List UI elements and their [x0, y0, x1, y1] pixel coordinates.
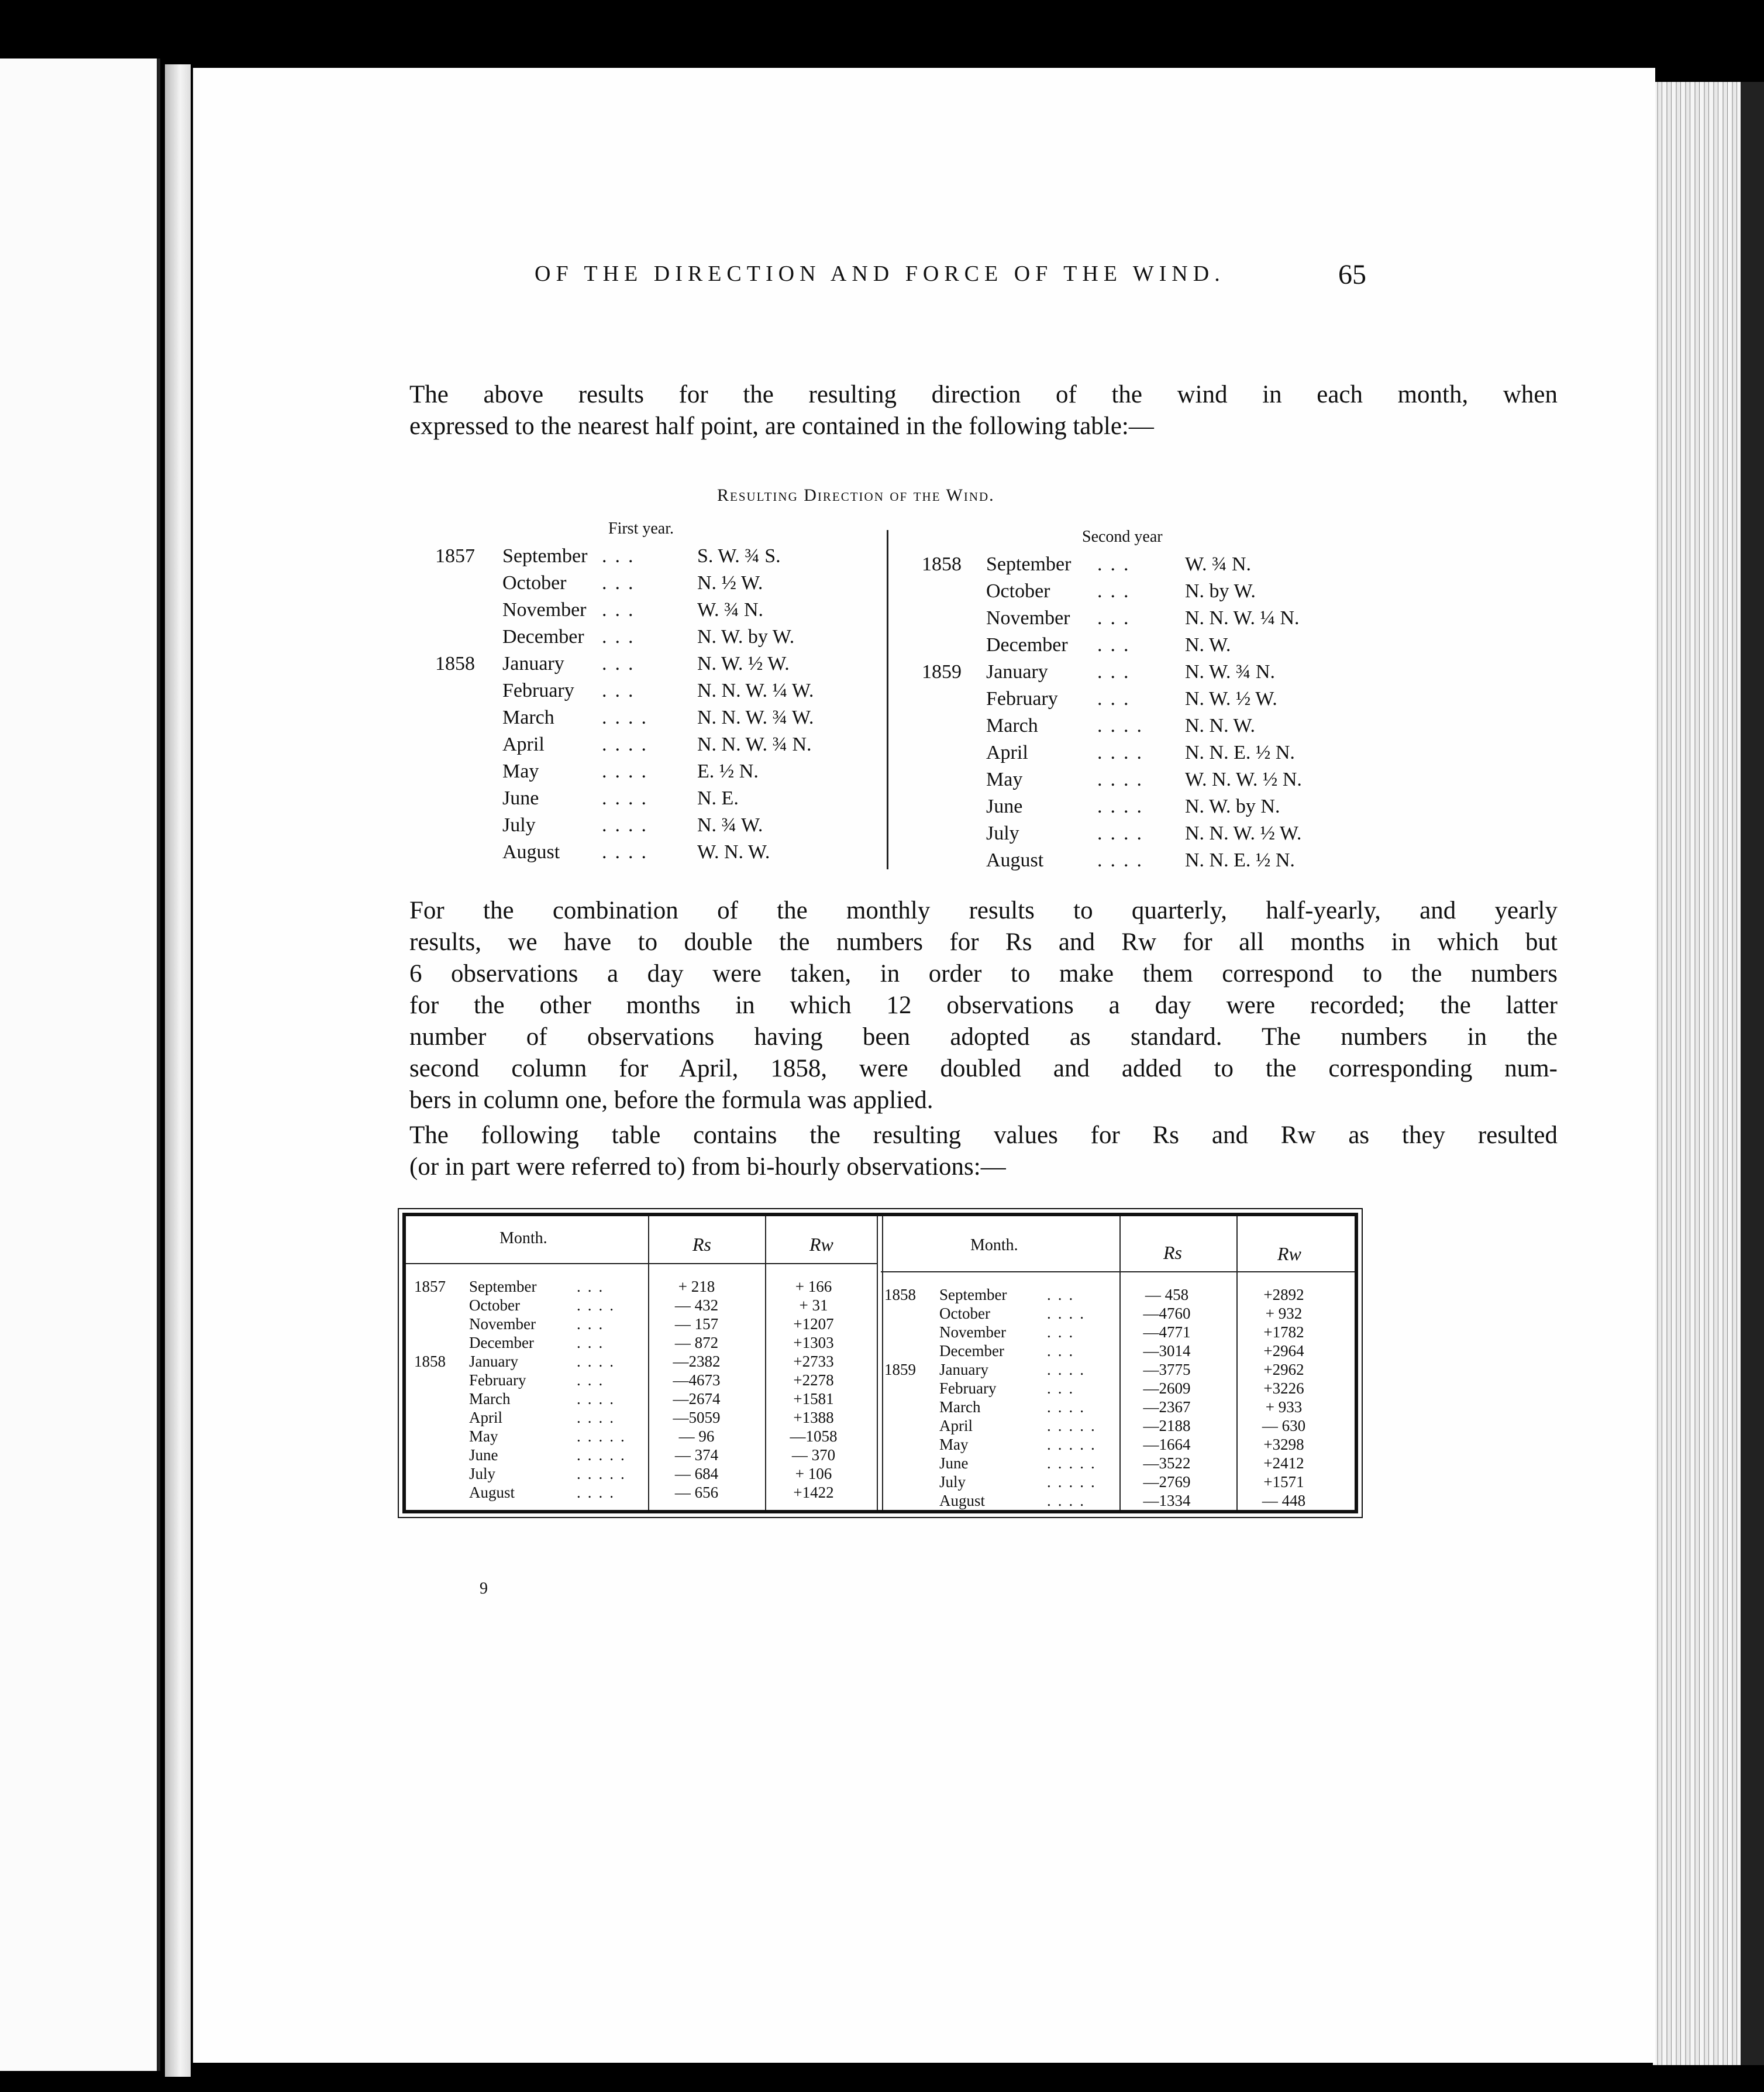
direction-row: [922, 823, 1366, 849]
month-cell: June: [469, 1446, 498, 1464]
month-cell: March: [986, 715, 1038, 737]
direction-row: [435, 680, 833, 707]
values-left-block: [414, 1277, 870, 1502]
month-cell: February: [502, 680, 574, 701]
paragraph-line: The following table contains the resulting values for Rs and Rw as they resulted: [409, 1121, 1558, 1149]
rw-value: + 932: [1265, 1305, 1303, 1322]
rw-value: +2892: [1263, 1286, 1304, 1303]
month-cell: December: [986, 634, 1068, 656]
first-year-directions: [435, 545, 833, 868]
direction-value: N. E.: [697, 787, 739, 809]
direction-row: [922, 769, 1366, 796]
leader-dots: .....: [1047, 1436, 1102, 1453]
paragraph-line: number of observations having been adopted as standard. The numbers in the: [409, 1023, 1558, 1051]
month-cell: February: [986, 688, 1058, 710]
direction-row: [435, 545, 833, 572]
direction-row: [922, 849, 1366, 876]
rs-header: Rs: [1163, 1242, 1182, 1263]
leader-dots: ...: [577, 1334, 610, 1351]
table-row: [884, 1416, 1352, 1435]
rw-value: +2964: [1263, 1342, 1304, 1360]
direction-row: [435, 626, 833, 653]
direction-value: N. ¾ W.: [697, 814, 763, 836]
leader-dots: ...: [1047, 1379, 1080, 1397]
paragraph-line: expressed to the nearest half point, are contained in the following table:—: [409, 412, 1154, 440]
leader-dots: ....: [1047, 1398, 1091, 1416]
month-cell: August: [939, 1492, 986, 1509]
paragraph-line: second column for April, 1858, were doubled and added to the corresponding num-: [409, 1055, 1558, 1082]
left-page-edge: [0, 59, 160, 2071]
rs-value: —4673: [673, 1371, 721, 1389]
leader-dots: ....: [1097, 796, 1150, 817]
rs-rw-values-table: [402, 1213, 1358, 1513]
rs-value: — 96: [678, 1427, 715, 1445]
signature-mark: 9: [480, 1580, 488, 1598]
leader-dots: .....: [1047, 1473, 1102, 1491]
direction-value: N. W. by W.: [697, 626, 795, 648]
direction-table-caption: Resulting Direction of the Wind.: [717, 486, 995, 505]
month-cell: September: [986, 553, 1072, 575]
table-row: [414, 1446, 870, 1464]
leader-dots: ....: [577, 1353, 621, 1370]
rw-value: +3298: [1263, 1436, 1304, 1453]
month-cell: July: [986, 823, 1019, 844]
paragraph-line: (or in part were referred to) from bi-hourly observations:—: [409, 1153, 1006, 1181]
leader-dots: ....: [602, 734, 654, 755]
rw-value: +1303: [793, 1334, 834, 1351]
paragraph-line: For the combination of the monthly results to quarterly, half-yearly, and yearly: [409, 897, 1558, 924]
paragraph-line: The above results for the resulting direction of the wind in each month, when: [409, 381, 1558, 408]
month-cell: April: [469, 1409, 502, 1426]
month-cell: July: [502, 814, 536, 836]
leader-dots: ...: [1097, 661, 1137, 683]
direction-value: N. N. W. ¾ W.: [697, 707, 814, 728]
rw-value: +1388: [793, 1409, 834, 1426]
table-row: [414, 1333, 870, 1352]
direction-value: S. W. ¾ S.: [697, 545, 781, 567]
month-cell: April: [502, 734, 545, 755]
rs-value: — 458: [1145, 1286, 1189, 1303]
leader-dots: ...: [602, 653, 642, 675]
table-row: [414, 1408, 870, 1427]
direction-value: N. W. by N.: [1185, 796, 1280, 817]
month-cell: December: [502, 626, 584, 648]
leader-dots: ...: [1047, 1286, 1080, 1303]
rw-value: +1422: [793, 1484, 834, 1501]
leader-dots: ...: [577, 1315, 610, 1333]
leader-dots: ....: [602, 787, 654, 809]
rs-value: —3775: [1143, 1361, 1191, 1378]
rw-value: — 630: [1262, 1417, 1306, 1434]
rw-value: — 370: [791, 1446, 836, 1464]
direction-value: W. N. W. ½ N.: [1185, 769, 1302, 790]
rw-value: +2278: [793, 1371, 834, 1389]
month-cell: January: [502, 653, 564, 675]
combination-paragraph: [409, 895, 1558, 1116]
month-cell: November: [986, 607, 1070, 629]
direction-value: N. N. W. ¾ N.: [697, 734, 812, 755]
month-cell: October: [469, 1296, 520, 1314]
month-cell: June: [939, 1454, 969, 1472]
direction-value: N. W. ½ W.: [1185, 688, 1277, 710]
direction-row: [435, 761, 833, 787]
paragraph-line: 6 observations a day were taken, in order to make them correspond to the numbers: [409, 960, 1558, 987]
rs-value: + 218: [678, 1278, 715, 1295]
leader-dots: ....: [1097, 823, 1150, 844]
direction-value: N. W.: [1185, 634, 1231, 656]
month-cell: September: [469, 1278, 537, 1295]
leader-dots: ...: [1097, 634, 1137, 656]
rs-value: —3014: [1143, 1342, 1191, 1360]
month-cell: October: [939, 1305, 990, 1322]
table-row: [414, 1427, 870, 1446]
direction-row: [922, 715, 1366, 742]
direction-value: W. ¾ N.: [1185, 553, 1252, 575]
rs-header: Rs: [692, 1234, 711, 1255]
leader-dots: ....: [577, 1484, 621, 1501]
month-cell: May: [986, 769, 1023, 790]
leader-dots: ....: [1047, 1361, 1091, 1378]
rw-value: +2412: [1263, 1454, 1304, 1472]
scan-border: [1741, 82, 1764, 2065]
rw-value: + 933: [1265, 1398, 1303, 1416]
leader-dots: ...: [1047, 1323, 1080, 1341]
month-cell: January: [469, 1353, 518, 1370]
rs-value: — 374: [674, 1446, 719, 1464]
leader-dots: ...: [1097, 553, 1137, 575]
leader-dots: ....: [1097, 769, 1150, 790]
leader-dots: ....: [1097, 849, 1150, 871]
leader-dots: .....: [1047, 1454, 1102, 1472]
year-cell: 1858: [414, 1353, 446, 1370]
month-cell: May: [939, 1436, 969, 1453]
leader-dots: ...: [602, 572, 642, 594]
table-row: [884, 1435, 1352, 1454]
paragraph-line: for the other months in which 12 observations a day were recorded; the latter: [409, 992, 1558, 1019]
month-cell: July: [469, 1465, 496, 1482]
direction-row: [435, 841, 833, 868]
month-cell: July: [939, 1473, 966, 1491]
leader-dots: ...: [1047, 1342, 1080, 1360]
book-spine: [165, 64, 191, 2077]
table-row: [884, 1285, 1352, 1304]
leader-dots: ...: [1097, 580, 1137, 602]
table-row: [884, 1360, 1352, 1379]
month-cell: November: [469, 1315, 536, 1333]
year-cell: 1858: [922, 553, 962, 575]
rw-value: +2962: [1263, 1361, 1304, 1378]
table-row: [884, 1379, 1352, 1398]
direction-value: N. N. E. ½ N.: [1185, 849, 1295, 871]
table-row: [414, 1389, 870, 1408]
month-cell: March: [502, 707, 554, 728]
direction-value: N. ½ W.: [697, 572, 763, 594]
page-stack-edge: [1653, 82, 1741, 2065]
leader-dots: ...: [1097, 688, 1137, 710]
rw-value: +1581: [793, 1390, 834, 1408]
month-cell: September: [502, 545, 588, 567]
table-row: [884, 1398, 1352, 1416]
leader-dots: ....: [1047, 1305, 1091, 1322]
leader-dots: .....: [577, 1465, 632, 1482]
leader-dots: ....: [577, 1296, 621, 1314]
month-cell: February: [469, 1371, 526, 1389]
month-cell: November: [939, 1323, 1006, 1341]
rs-value: —4760: [1143, 1305, 1191, 1322]
direction-row: [922, 742, 1366, 769]
leader-dots: .....: [577, 1427, 632, 1445]
month-cell: January: [939, 1361, 988, 1378]
month-cell: March: [469, 1390, 511, 1408]
leader-dots: ....: [1097, 715, 1150, 737]
direction-row: [435, 787, 833, 814]
direction-value: N. W. ¾ N.: [1185, 661, 1275, 683]
rw-value: +1207: [793, 1315, 834, 1333]
month-cell: January: [986, 661, 1048, 683]
second-year-directions: [922, 553, 1366, 876]
year-cell: 1859: [884, 1361, 916, 1378]
rw-value: +3226: [1263, 1379, 1304, 1397]
direction-row: [922, 796, 1366, 823]
rw-value: +2733: [793, 1353, 834, 1370]
table-double-rule: [877, 1216, 883, 1510]
paragraph-line: results, we have to double the numbers for Rs and Rw for all months in which but: [409, 928, 1558, 956]
rs-value: —2367: [1143, 1398, 1191, 1416]
rs-value: — 157: [674, 1315, 719, 1333]
month-cell: March: [939, 1398, 981, 1416]
following-table-paragraph: [409, 1120, 1558, 1183]
year-cell: 1858: [435, 653, 475, 675]
direction-value: W. N. W.: [697, 841, 770, 863]
month-cell: October: [502, 572, 567, 594]
table-row: [884, 1323, 1352, 1341]
direction-value: E. ½ N.: [697, 761, 759, 782]
table-row: [414, 1371, 870, 1389]
rw-value: + 31: [799, 1296, 828, 1314]
direction-row: [922, 661, 1366, 688]
rs-value: — 432: [674, 1296, 719, 1314]
month-cell: February: [939, 1379, 997, 1397]
table-row: [414, 1296, 870, 1315]
direction-value: N. N. E. ½ N.: [1185, 742, 1295, 763]
rs-value: —2769: [1143, 1473, 1191, 1491]
paragraph-line: bers in column one, before the formula was applied.: [409, 1086, 933, 1114]
rs-value: —2188: [1143, 1417, 1191, 1434]
month-cell: April: [986, 742, 1028, 763]
direction-row: [922, 634, 1366, 661]
direction-row: [922, 688, 1366, 715]
first-year-label: First year.: [608, 519, 674, 538]
leader-dots: ...: [602, 680, 642, 701]
rw-value: — 448: [1262, 1492, 1306, 1509]
direction-row: [435, 814, 833, 841]
month-cell: November: [502, 599, 587, 621]
month-header: Month.: [970, 1236, 1018, 1254]
leader-dots: ....: [1047, 1492, 1091, 1509]
header-rule: [881, 1271, 1355, 1272]
table-row: [414, 1483, 870, 1502]
direction-row: [435, 734, 833, 761]
second-year-label: Second year: [1082, 528, 1163, 546]
direction-row: [435, 572, 833, 599]
rs-value: — 656: [674, 1484, 719, 1501]
leader-dots: ...: [577, 1278, 610, 1295]
direction-value: N. N. W. ¼ W.: [697, 680, 814, 701]
month-cell: December: [469, 1334, 534, 1351]
table-row: [884, 1341, 1352, 1360]
leader-dots: .....: [1047, 1417, 1102, 1434]
month-cell: August: [502, 841, 560, 863]
values-right-block: [884, 1285, 1352, 1510]
table-row: [414, 1352, 870, 1371]
table-row: [884, 1491, 1352, 1510]
leader-dots: ...: [602, 626, 642, 648]
month-cell: May: [469, 1427, 498, 1445]
leader-dots: ....: [602, 814, 654, 836]
month-cell: June: [986, 796, 1023, 817]
month-cell: September: [939, 1286, 1007, 1303]
month-cell: May: [502, 761, 539, 782]
year-cell: 1859: [922, 661, 962, 683]
table-row: [414, 1277, 870, 1296]
leader-dots: ....: [602, 841, 654, 863]
direction-row: [922, 580, 1366, 607]
month-cell: December: [939, 1342, 1004, 1360]
month-cell: August: [469, 1484, 515, 1501]
rw-value: + 106: [795, 1465, 832, 1482]
direction-row: [435, 653, 833, 680]
rs-value: —2609: [1143, 1379, 1191, 1397]
direction-value: N. N. W.: [1185, 715, 1255, 737]
year-cell: 1857: [414, 1278, 446, 1295]
rs-value: — 872: [674, 1334, 719, 1351]
leader-dots: ...: [577, 1371, 610, 1389]
direction-row: [922, 553, 1366, 580]
rs-value: —2674: [673, 1390, 721, 1408]
rs-value: —4771: [1143, 1323, 1191, 1341]
leader-dots: ....: [577, 1409, 621, 1426]
leader-dots: ....: [577, 1390, 621, 1408]
year-cell: 1858: [884, 1286, 916, 1303]
table-row: [414, 1315, 870, 1333]
direction-value: N. W. ½ W.: [697, 653, 790, 675]
month-header: Month.: [499, 1229, 547, 1247]
intro-paragraph: [409, 379, 1558, 442]
rw-value: +1571: [1263, 1473, 1304, 1491]
rw-value: +1782: [1263, 1323, 1304, 1341]
direction-value: N. N. W. ½ W.: [1185, 823, 1302, 844]
rw-value: + 166: [795, 1278, 832, 1295]
book-page: [193, 68, 1655, 2063]
running-head: OF THE DIRECTION AND FORCE OF THE WIND.: [535, 262, 1225, 286]
table-row: [884, 1454, 1352, 1472]
leader-dots: ...: [602, 599, 642, 621]
rs-value: —2382: [673, 1353, 721, 1370]
leader-dots: ....: [602, 761, 654, 782]
rw-header: Rw: [1277, 1243, 1301, 1264]
month-cell: October: [986, 580, 1050, 602]
page-number: 65: [1338, 259, 1366, 290]
leader-dots: .....: [577, 1446, 632, 1464]
rs-value: —5059: [673, 1409, 721, 1426]
leader-dots: ....: [1097, 742, 1150, 763]
direction-row: [435, 599, 833, 626]
month-cell: August: [986, 849, 1044, 871]
rw-header: Rw: [809, 1234, 833, 1255]
direction-value: N. N. W. ¼ N.: [1185, 607, 1300, 629]
table-row: [884, 1472, 1352, 1491]
direction-row: [922, 607, 1366, 634]
header-rule: [406, 1263, 877, 1264]
rs-value: —3522: [1143, 1454, 1191, 1472]
leader-dots: ...: [602, 545, 642, 567]
direction-value: N. by W.: [1185, 580, 1256, 602]
year-cell: 1857: [435, 545, 475, 567]
rs-value: —1664: [1143, 1436, 1191, 1453]
rs-value: —1334: [1143, 1492, 1191, 1509]
month-cell: April: [939, 1417, 973, 1434]
leader-dots: ....: [602, 707, 654, 728]
direction-row: [435, 707, 833, 734]
rs-value: — 684: [674, 1465, 719, 1482]
rw-value: —1058: [790, 1427, 838, 1445]
table-row: [414, 1464, 870, 1483]
column-divider: [887, 530, 888, 869]
leader-dots: ...: [1097, 607, 1137, 629]
month-cell: June: [502, 787, 539, 809]
table-row: [884, 1304, 1352, 1323]
direction-value: W. ¾ N.: [697, 599, 764, 621]
